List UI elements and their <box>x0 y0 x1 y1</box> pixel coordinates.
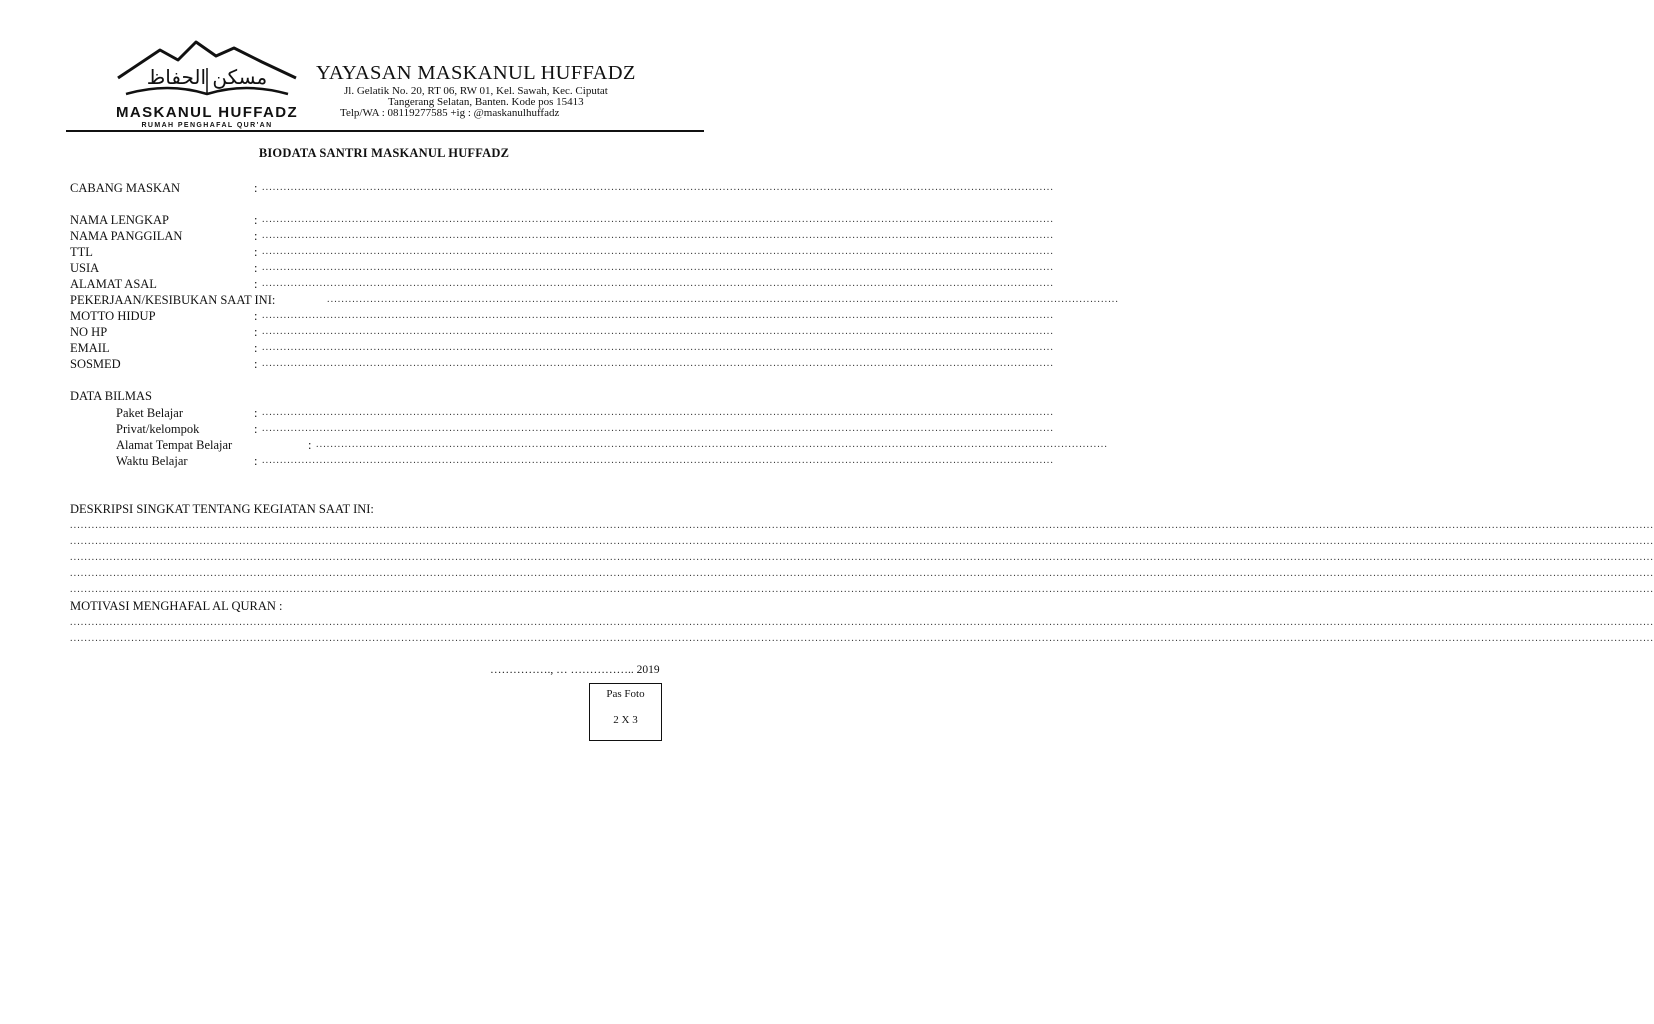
field-label: NO HP <box>70 325 108 339</box>
field-colon: : <box>254 261 258 275</box>
field-input-line[interactable]: ............................................................................................................................................................................................................................ <box>262 310 1054 321</box>
bilmas-field-label: Paket Belajar <box>116 406 183 420</box>
arabic-calligraphy: مسكن الحفاظ <box>146 65 268 89</box>
field-label: NAMA LENGKAP <box>70 213 169 227</box>
bilmas-input-line[interactable]: ............................................................................................................................................................................................................................ <box>262 455 1054 466</box>
field-colon: : <box>254 325 258 339</box>
bilmas-field-label: Privat/kelompok <box>116 422 200 436</box>
field-colon: : <box>254 309 258 323</box>
header-divider <box>66 130 704 132</box>
field-colon: : <box>254 454 258 468</box>
field-label: ALAMAT ASAL <box>70 277 157 291</box>
field-colon: : <box>254 341 258 355</box>
motivation-input-line[interactable]: ........................................................................................................................................................................................................................................................................................................................................................................................................................................................ <box>70 633 1654 644</box>
form-title: BIODATA SANTRI MASKANUL HUFFADZ <box>258 146 510 160</box>
field-label: NAMA PANGGILAN <box>70 229 183 243</box>
field-input-line[interactable]: ............................................................................................................................................................................................................................ <box>262 214 1054 225</box>
field-input-line[interactable]: ............................................................................................................................................................................................................................ <box>327 294 1119 305</box>
contact-line: Telp/WA : 08119277585 +ig : @maskanulhuffadz <box>340 107 560 119</box>
organization-name: YAYASAN MASKANUL HUFFADZ <box>316 62 636 84</box>
organization-logo <box>112 38 302 134</box>
field-colon: : <box>254 277 258 291</box>
field-input-line[interactable]: ............................................................................................................................................................................................................................ <box>262 246 1054 257</box>
signature-date: ……………., … …………….. 2019 <box>490 664 660 676</box>
address-line-1: Jl. Gelatik No. 20, RT 06, RW 01, Kel. Sawah, Kec. Ciputat <box>344 85 608 97</box>
bilmas-heading: DATA BILMAS <box>70 389 152 403</box>
field-label: USIA <box>70 261 100 275</box>
field-colon: : <box>254 181 258 195</box>
description-input-line[interactable]: ........................................................................................................................................................................................................................................................................................................................................................................................................................................................ <box>70 552 1654 563</box>
bilmas-field-label: Alamat Tempat Belajar <box>116 438 233 452</box>
motivation-input-line[interactable]: ........................................................................................................................................................................................................................................................................................................................................................................................................................................................ <box>70 617 1654 628</box>
field-label: MOTTO HIDUP <box>70 309 156 323</box>
description-heading: DESKRIPSI SINGKAT TENTANG KEGIATAN SAAT INI: <box>70 502 374 516</box>
logo-wordmark: MASKANUL HUFFADZ <box>115 104 299 121</box>
bilmas-input-line[interactable]: ............................................................................................................................................................................................................................ <box>262 423 1054 434</box>
description-input-line[interactable]: ........................................................................................................................................................................................................................................................................................................................................................................................................................................................ <box>70 584 1654 595</box>
logo-tagline: RUMAH PENGHAFAL QUR'AN <box>141 122 273 129</box>
field-colon: : <box>254 357 258 371</box>
field-label: SOSMED <box>70 357 121 371</box>
field-label: PEKERJAAN/KESIBUKAN SAAT INI: <box>70 293 276 307</box>
bilmas-input-line[interactable]: ............................................................................................................................................................................................................................ <box>316 439 1108 450</box>
field-input-line[interactable]: ............................................................................................................................................................................................................................ <box>262 230 1054 241</box>
field-colon: : <box>308 438 312 452</box>
bilmas-input-line[interactable]: ............................................................................................................................................................................................................................ <box>262 407 1054 418</box>
field-input-line[interactable]: ............................................................................................................................................................................................................................ <box>262 342 1054 353</box>
description-input-line[interactable]: ........................................................................................................................................................................................................................................................................................................................................................................................................................................................ <box>70 536 1654 547</box>
address-line-2: Tangerang Selatan, Banten. Kode pos 15413 <box>388 96 584 108</box>
field-input-line[interactable]: ............................................................................................................................................................................................................................ <box>262 326 1054 337</box>
photo-label: Pas Foto <box>606 688 645 700</box>
field-colon: : <box>254 213 258 227</box>
field-colon: : <box>254 406 258 420</box>
field-colon: : <box>254 245 258 259</box>
field-colon: : <box>254 229 258 243</box>
photo-size: 2 X 3 <box>613 714 638 726</box>
description-input-line[interactable]: ........................................................................................................................................................................................................................................................................................................................................................................................................................................................ <box>70 520 1654 531</box>
photo-box <box>589 683 662 741</box>
description-input-line[interactable]: ........................................................................................................................................................................................................................................................................................................................................................................................................................................................ <box>70 568 1654 579</box>
bilmas-field-label: Waktu Belajar <box>116 454 188 468</box>
field-label: TTL <box>70 245 93 259</box>
mountain-book-logo-icon <box>112 38 302 104</box>
field-label: EMAIL <box>70 341 110 355</box>
field-input-line[interactable]: ............................................................................................................................................................................................................................ <box>262 278 1054 289</box>
field-label: CABANG MASKAN <box>70 181 181 195</box>
field-colon: : <box>254 422 258 436</box>
motivation-heading: MOTIVASI MENGHAFAL AL QURAN : <box>70 599 283 613</box>
field-input-line[interactable]: ............................................................................................................................................................................................................................ <box>262 182 1054 193</box>
field-input-line[interactable]: ............................................................................................................................................................................................................................ <box>262 358 1054 369</box>
field-input-line[interactable]: ............................................................................................................................................................................................................................ <box>262 262 1054 273</box>
